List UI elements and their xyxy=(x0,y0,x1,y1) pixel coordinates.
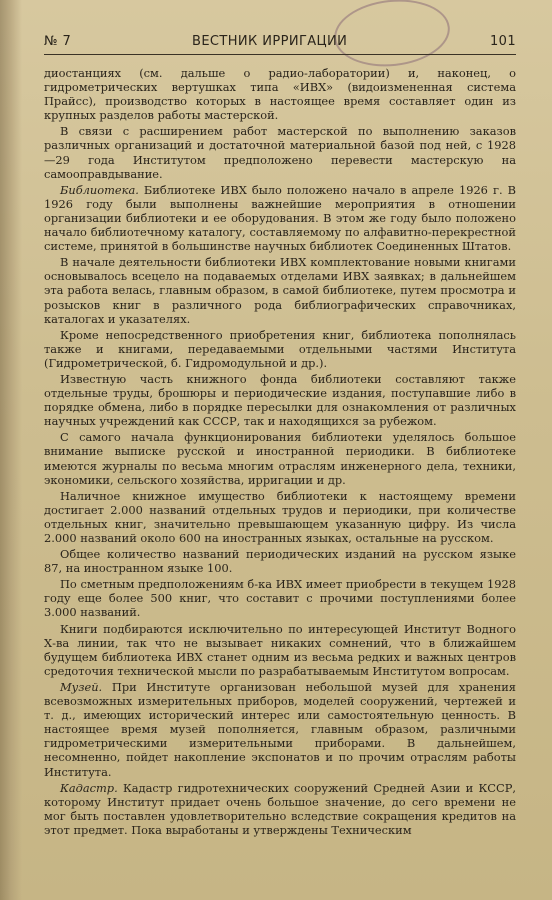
section-lead-museum: Музей. xyxy=(60,679,103,694)
paragraph-7: С самого начала функционирования библиотеки уделялось большое внимание выписке русской и иностранной периодики. В библиотеке имеются журналы по весьма многим отраслям инженерного дела, техники, экономики, сельского хозяйства, ирригации и др. xyxy=(44,430,516,487)
paragraph-5: Кроме непосредственного приобретения книг, библиотека пополнялась также и книгами, передаваемыми отдельными частями Института (Гидрометрической, б. Гидромодульной и др.). xyxy=(44,327,516,370)
running-header xyxy=(44,28,516,55)
paragraph-9: Общее количество названий периодических изданий на русском языке 87, на иностранном языке 100. xyxy=(44,547,516,576)
section-lead-cadastre: Кадастр. xyxy=(60,780,118,795)
page-number: 101 xyxy=(489,34,516,49)
paragraph-cadastre: Кадастр. Кадастр гидротехнических сооружений Средней Азии и КССР, которому Институт придает очень большое значение, до сего времени не мог быть поставлен удовлетворительно вследствие сокращения кредитов на этот предмет. Пока выработаны и утверждены Техническим xyxy=(44,780,516,837)
paragraph-8: Наличное книжное имущество библиотеки к настоящему времени достигает 2.000 названий отдельных трудов и периодики, при количестве отдельных книг, значительно превышающем указанную цифру. Из числа 2.000 названий около 600 на иностранных языках, остальные на русском. xyxy=(44,488,516,545)
paragraph-10: По сметным предположениям б-ка ИВХ имеет приобрести в текущем 1928 году еще более 500 книг, что составит с прочими поступлениями более 3.000 названий. xyxy=(44,577,516,620)
paragraph-11: Книги подбираются исключительно по интересующей Институт Водного Х-ва линии, так что не вызывает никаких сомнений, что в ближайшем будущем библиотека ИВХ станет одним из весьма редких и важных центров средоточия технической мысли по разрабатываемым Институтом вопросам. xyxy=(44,621,516,678)
paragraph-1: диостанциях (см. дальше о радио-лаборатории) и, наконец, о гидрометрических вертушках типа «ИВХ» (видоизмененная система Прайсс), производство которых в настоящее время составляет один из крупных разделов работы мастерской. xyxy=(44,66,516,123)
paragraph-4: В начале деятельности библиотеки ИВХ комплектование новыми книгами основывалось всецело на подаваемых отделами ИВХ заявках; в дальнейшем эта работа велась, главным образом, в самой библиотеке, путем просмотра и розысков книг в различного рода библиографических справочниках, каталогах и указателях. xyxy=(44,255,516,326)
issue-number: № 7 xyxy=(44,34,72,49)
paragraph-library: Библиотека. Библиотеке ИВХ было положено начало в апреле 1926 г. В 1926 году были выполнены важнейшие мероприятия в отношении организации библиотеки и ее оборудования. В этом же году было положено начало библиотечному каталогу, составляемому по алфавитно-перекрестной системе, принятой в большинстве научных библиотек Соединенных Штатов. xyxy=(44,182,516,254)
paragraph-2: В связи с расширением работ мастерской по выполнению заказов различных организаций и достаточной материальной базой под ней, с 1928—29 года Институтом предположено перевести мастерскую на самооправдывание. xyxy=(44,124,516,181)
paragraph-museum: Музей. При Институте организован небольшой музей для хранения всевозможных измерительных приборов, моделей сооружений, чертежей и т. д., имеющих исторический интерес или самостоятельную ценность. В настоящее время музей пополняется, главным образом, различными гидрометрическими измерительными приборами. В дальнейшем, несомненно, пойдет накопление экспонатов и по прочим отраслям работы Института. xyxy=(44,679,516,779)
journal-title: ВЕСТНИК ИРРИГАЦИИ xyxy=(192,34,348,49)
body-text xyxy=(44,66,516,839)
paragraph-6: Известную часть книжного фонда библиотеки составляют также отдельные труды, брошюры и периодические издания, поступавшие либо в порядке обмена, либо в порядке пересылки для ознакомления от различных научных учреждений как СССР, так и находящихся за рубежом. xyxy=(44,371,516,429)
section-lead-library: Библиотека. xyxy=(60,182,139,197)
page-binding-edge xyxy=(0,0,22,900)
